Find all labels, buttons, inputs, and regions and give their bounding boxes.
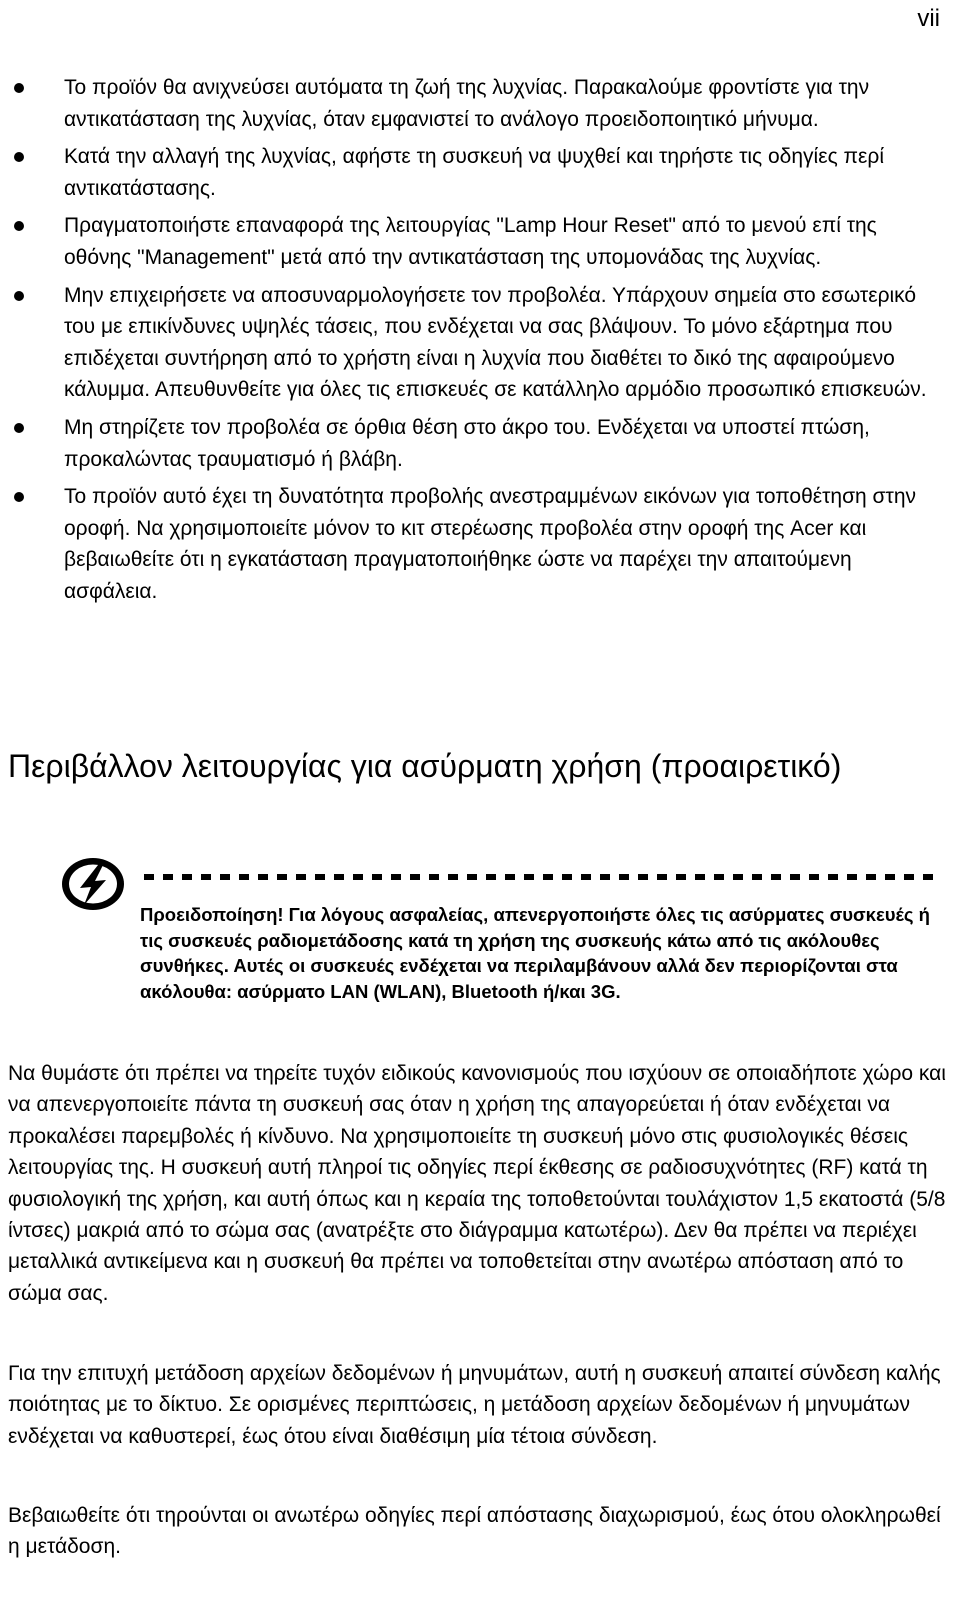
bullet-icon [14, 492, 24, 502]
bullet-icon [14, 423, 24, 433]
list-item-text: Μη στηρίζετε τον προβολέα σε όρθια θέση στο άκρο του. Ενδέχεται να υποστεί πτώση, προκαλώντας τραυματισμό ή βλάβη. [64, 415, 870, 471]
warning-lightning-icon [60, 856, 126, 912]
body-paragraph: Για την επιτυχή μετάδοση αρχείων δεδομένων ή μηνυμάτων, αυτή η συσκευή απαιτεί σύνδεση καλής ποιότητας με το δίκτυο. Σε ορισμένες περιπτώσεις, η μετάδοση αρχείων δεδομένων ή μηνυμάτων ενδέχεται να καθυστερεί, έως ότου είναι διαθέσιμη μία τέτοια σύνδεση. [8, 1362, 941, 1448]
list-item [0, 280, 960, 406]
page-number: vii [917, 5, 940, 32]
warning-text: Προειδοποίηση! Για λόγους ασφαλείας, απενεργοποιήστε όλες τις ασύρματες συσκευές ή τις συσκευές ραδιομετάδοσης κατά τη χρήση της συσκευής κάτω από τις ακόλουθες συνθήκες. Αυτές οι συσκευές ενδέχεται να περιλαμβάνουν αλλά δεν περιορίζονται στα ακόλουθα: ασύρματο LAN (WLAN), Bluetooth ή/και 3G. [140, 904, 930, 1002]
list-item-text: Το προϊόν θα ανιχνεύσει αυτόματα τη ζωή της λυχνίας. Παρακαλούμε φροντίστε για την αντικατάσταση της λυχνίας, όταν εμφανιστεί το ανάλογο προειδοποιητικό μήνυμα. [64, 76, 870, 131]
body-paragraph: Βεβαιωθείτε ότι τηρούνται οι ανωτέρω οδηγίες περί απόστασης διαχωρισμού, έως ότου ολοκληρωθεί η μετάδοση. [8, 1504, 941, 1559]
list-item [0, 141, 960, 204]
bullet-icon [14, 152, 24, 162]
list-item [0, 210, 960, 273]
list-item [0, 412, 960, 475]
warning-box [60, 856, 940, 1036]
section-heading: Περιβάλλον λειτουργίας για ασύρματη χρήση (προαιρετικό) [8, 748, 842, 784]
list-item-text: Πραγματοποιήστε επαναφορά της λειτουργίας "Lamp Hour Reset" από το μενού επί της οθόνης "Management" μετά από την αντικατάσταση της υπομονάδας της λυχνίας. [64, 214, 877, 269]
list-item-text: Κατά την αλλαγή της λυχνίας, αφήστε τη συσκευή να ψυχθεί και τηρήστε τις οδηγίες περί αντικατάστασης. [64, 145, 884, 200]
bullet-icon [14, 83, 24, 93]
list-item-text: Το προϊόν αυτό έχει τη δυνατότητα προβολής ανεστραμμένων εικόνων για τοποθέτηση στην οροφή. Να χρησιμοποιείτε μόνον το κιτ στερέωσης προβολέα στην οροφή της Acer και βεβαιωθείτε ότι η εγκατάσταση πραγματοποιήθηκε ώστε να παρέχει την απαιτούμενη ασφάλεια. [64, 485, 916, 603]
bullet-icon [14, 221, 24, 231]
body-paragraph: Να θυμάστε ότι πρέπει να τηρείτε τυχόν ειδικούς κανονισμούς που ισχύουν σε οποιαδήποτε χώρο και να απενεργοποιείτε πάντα τη συσκευή σας όταν η χρήση της απαγορεύεται ή όταν ενδέχεται να προκαλέσει παρεμβολές ή κίνδυνο. Να χρησιμοποιείτε τη συσκευή μόνο στις φυσιολογικές θέσεις λειτουργίας της. Η συσκευή αυτή πληροί τις οδηγίες περί έκθεσης σε ραδιοσυχνότητες (RF) κατά τη φυσιολογική της χρήση, και αυτή όπως και η κεραία της τοποθετούνται τουλάχιστον 1,5 εκατοστά (5/8 ίντσες) μακριά από το σώμα σας (ανατρέξτε στο διάγραμμα κατωτέρω). Δεν θα πρέπει να περιέχει μεταλλικά αντικείμενα και η συσκευή θα πρέπει να τοποθετείται στην ανωτέρω απόσταση από το σώμα σας. [8, 1062, 946, 1305]
list-item [0, 72, 960, 135]
bullet-icon [14, 291, 24, 301]
safety-bullet-list [0, 72, 960, 614]
list-item-text: Μην επιχειρήσετε να αποσυναρμολογήσετε τον προβολέα. Υπάρχουν σημεία στο εσωτερικό του με επικίνδυνες υψηλές τάσεις, που ενδέχεται να σας βλάψουν. Το μόνο εξάρτημα που επιδέχεται συντήρηση από το χρήστη είναι η λυχνία που διαθέτει το δικό της αφαιρούμενο κάλυμμα. Απευθυνθείτε για όλες τις επισκευές σε κατάλληλο αρμόδιο προσωπικό επισκευών. [64, 283, 927, 402]
list-item [0, 481, 960, 607]
warning-divider [144, 874, 934, 880]
